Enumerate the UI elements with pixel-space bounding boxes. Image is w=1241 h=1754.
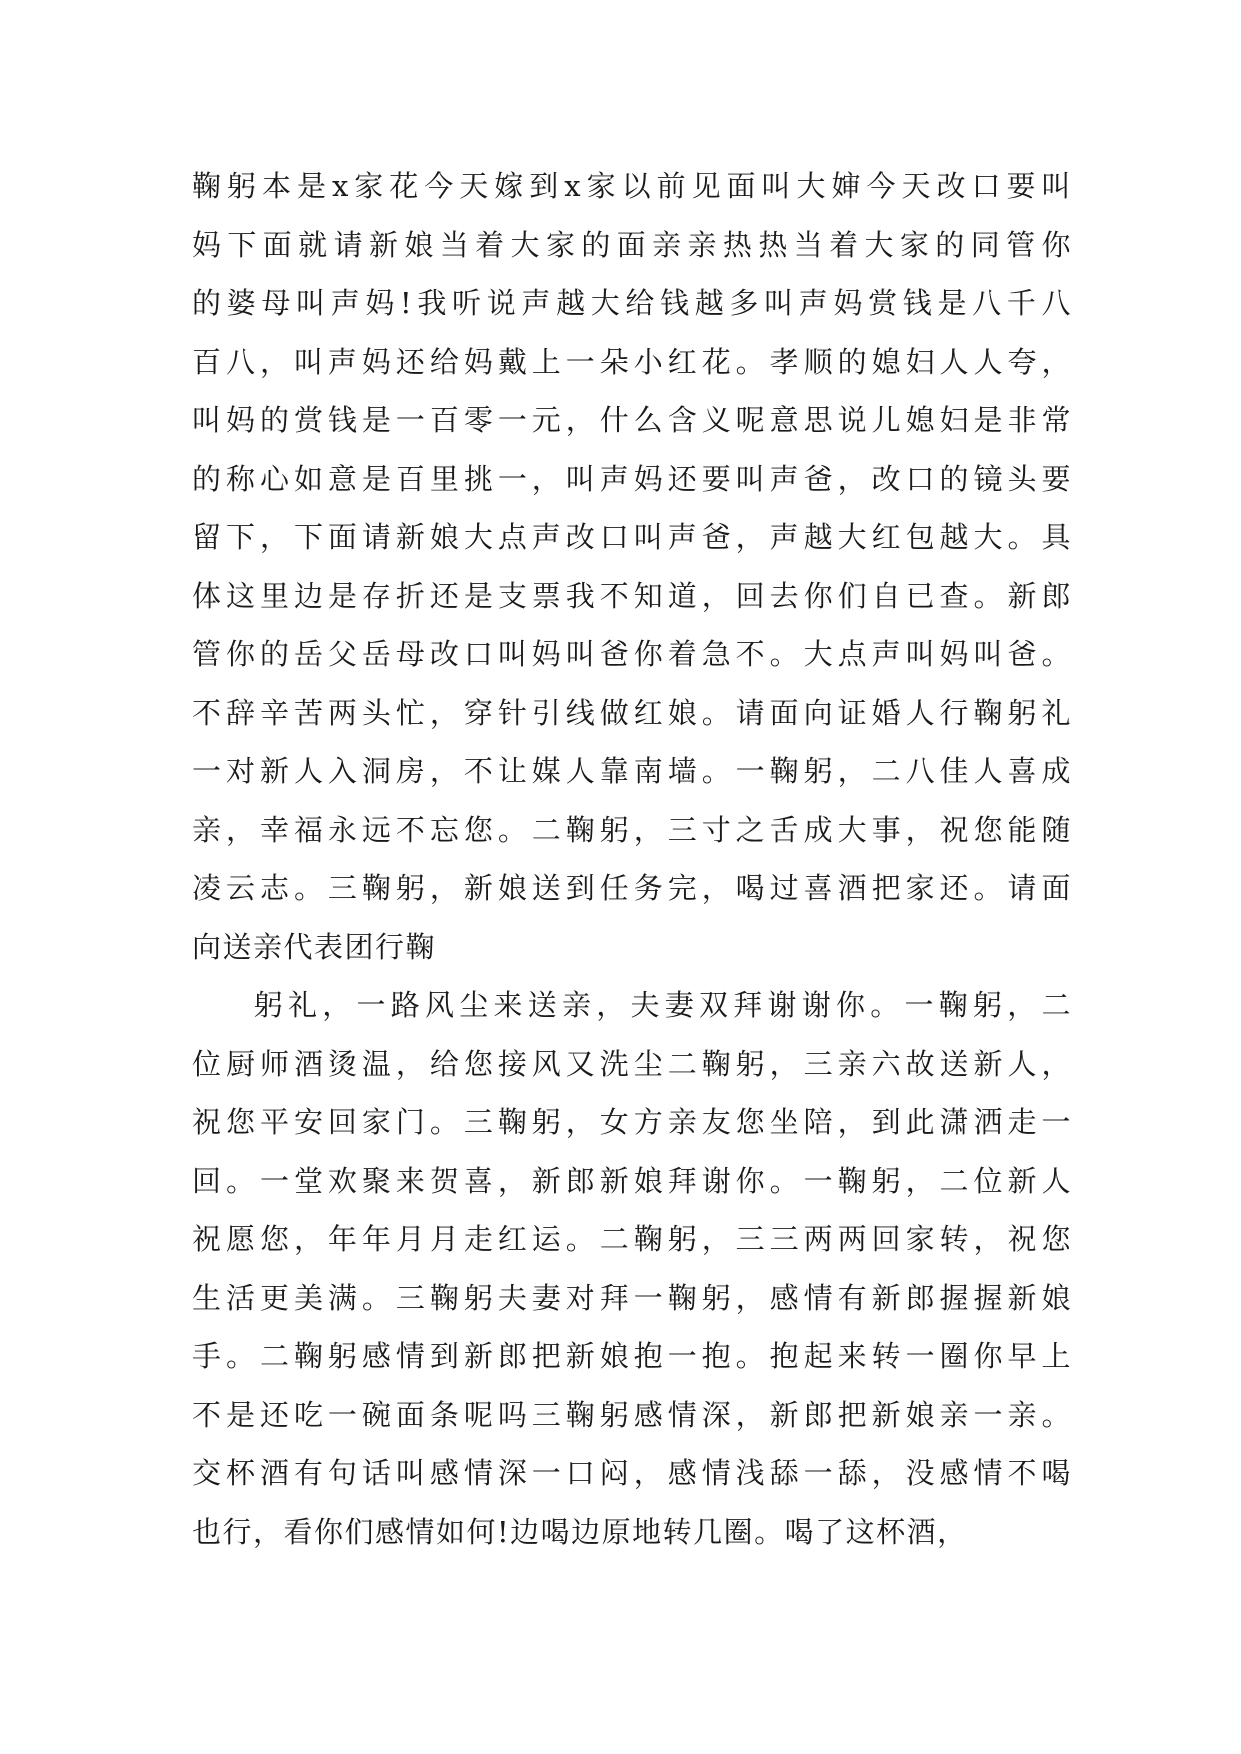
text-line: 亲，幸福永远不忘您。二鞠躬，三寸之舌成大事，祝您能随 xyxy=(192,812,1072,847)
text-line: 的婆母叫声妈!我听说声越大给钱越多叫声妈赏钱是八千八 xyxy=(192,286,1072,320)
text-line: 也行，看你们感情如何!边喝边原地转几圈。喝了这杯酒， xyxy=(192,1514,968,1549)
text-line: 交杯酒有句话叫感情深一口闷，感情浅舔一舔，没感情不喝 xyxy=(192,1456,1072,1490)
text-line: 鞠躬本是x家花今天嫁到x家以前见面叫大婶今天改口要叫 xyxy=(192,169,1072,203)
text-line: 祝愿您，年年月月走红运。二鞠躬，三三两两回家转，祝您 xyxy=(192,1222,1072,1256)
text-line: 妈下面就请新娘当着大家的面亲亲热热当着大家的同管你 xyxy=(192,227,1072,262)
text-line: 留下，下面请新娘大点声改口叫声爸，声越大红包越大。具 xyxy=(192,520,1072,554)
text-line: 管你的岳父岳母改口叫妈叫爸你着急不。大点声叫妈叫爸。 xyxy=(192,637,1072,671)
paragraph-2 xyxy=(192,976,1072,1561)
text-line: 向送亲代表团行鞠 xyxy=(192,929,437,964)
text-line: 手。二鞠躬感情到新郎把新娘抱一抱。抱起来转一圈你早上 xyxy=(192,1339,1072,1373)
text-line: 躬礼，一路风尘来送亲，夫妻双拜谢谢你。一鞠躬，二 xyxy=(250,988,1072,1022)
text-line-indented xyxy=(192,976,1072,1035)
text-line: 叫妈的赏钱是一百零一元，什么含义呢意思说儿媳妇是非常 xyxy=(192,403,1072,437)
text-line: 的称心如意是百里挑一，叫声妈还要叫声爸，改口的镜头要 xyxy=(192,461,1072,496)
text-line: 不是还吃一碗面条呢吗三鞠躬感情深，新郎把新娘亲一亲。 xyxy=(192,1397,1072,1432)
text-line: 一对新人入洞房，不让媒人靠南墙。一鞠躬，二八佳人喜成 xyxy=(192,754,1072,788)
text-line: 百八，叫声妈还给妈戴上一朵小红花。孝顺的媳妇人人夸， xyxy=(192,344,1072,379)
text-line: 体这里边是存折还是支票我不知道，回去你们自已查。新郎 xyxy=(192,578,1072,613)
text-line: 祝您平安回家门。三鞠躬，女方亲友您坐陪，到此潇洒走一 xyxy=(192,1105,1072,1139)
paragraph-1 xyxy=(192,157,1072,976)
text-line: 回。一堂欢聚来贺喜，新郎新娘拜谢你。一鞠躬，二位新人 xyxy=(192,1163,1072,1198)
text-line: 凌云志。三鞠躬，新娘送到任务完，喝过喜酒把家还。请面 xyxy=(192,871,1072,905)
text-line: 位厨师酒烫温，给您接风又洗尘二鞠躬，三亲六故送新人， xyxy=(192,1046,1072,1081)
text-line: 生活更美满。三鞠躬夫妻对拜一鞠躬，感情有新郎握握新娘 xyxy=(192,1280,1072,1315)
text-line: 不辞辛苦两头忙，穿针引线做红娘。请面向证婚人行鞠躬礼 xyxy=(192,695,1072,730)
